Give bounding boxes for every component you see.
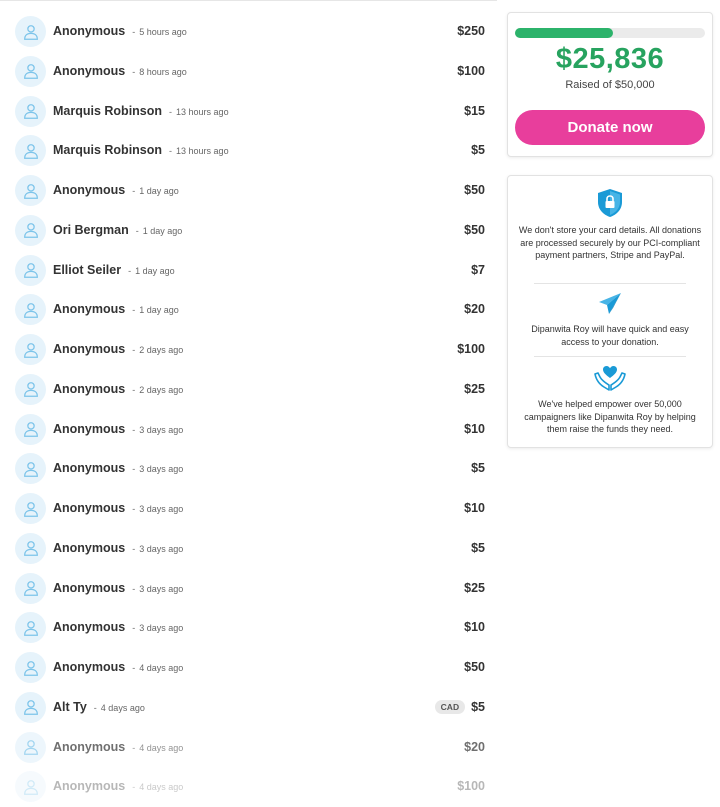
- user-icon: [22, 221, 40, 239]
- donation-row: [0, 489, 497, 529]
- donation-time-text: 1 day ago: [142, 225, 183, 236]
- donation-row: [0, 648, 497, 688]
- donor-name-text: Anonymous: [53, 660, 126, 674]
- avatar: [15, 135, 46, 166]
- donation-time-text: 3 days ago: [139, 623, 184, 634]
- avatar: [15, 16, 46, 47]
- donor-name: [53, 24, 187, 38]
- separator: -: [132, 345, 136, 355]
- donor-name-text: Anonymous: [53, 381, 126, 396]
- donation-amount: [471, 263, 485, 277]
- progress-fill: [515, 28, 613, 38]
- donation-time-text: 13 hours ago: [176, 106, 229, 117]
- user-icon: [22, 579, 40, 597]
- donation-time: [129, 544, 183, 554]
- donation-time-text: 4 days ago: [139, 742, 184, 753]
- avatar: [15, 573, 46, 604]
- donation-amount: [464, 302, 485, 316]
- amount-text: $10: [464, 421, 485, 436]
- donor-name-text: Alt Ty: [53, 699, 87, 714]
- amount-text: $5: [471, 699, 485, 714]
- donor-name: [53, 342, 183, 356]
- donation-amount: [464, 581, 485, 595]
- currency-badge: CAD: [435, 700, 465, 714]
- donor-name-text: Anonymous: [53, 501, 126, 515]
- separator: -: [93, 702, 97, 713]
- donation-time: [129, 743, 183, 753]
- avatar: [15, 732, 46, 763]
- donor-name-text: Marquis Robinson: [53, 103, 163, 118]
- separator: -: [132, 464, 136, 475]
- donor-name: [53, 740, 183, 754]
- avatar: [15, 374, 46, 405]
- donation-amount: [471, 541, 485, 555]
- donation-time: [166, 146, 229, 156]
- user-icon: [22, 460, 40, 478]
- donation-time-text: 3 days ago: [139, 583, 184, 594]
- donor-name-text: Anonymous: [53, 461, 126, 476]
- user-icon: [22, 23, 40, 41]
- donor-name: [53, 183, 179, 197]
- separator: -: [132, 742, 136, 753]
- separator: -: [132, 305, 136, 316]
- donation-amount: [464, 620, 485, 634]
- avatar: [15, 453, 46, 484]
- donation-amount: [464, 422, 485, 436]
- donation-time: [129, 385, 183, 395]
- donation-time: [129, 425, 183, 435]
- donation-time-text: 2 days ago: [139, 345, 184, 355]
- avatar: [15, 334, 46, 365]
- amount-text: $100: [457, 342, 485, 356]
- donation-row: [0, 211, 497, 251]
- donate-now-button[interactable]: Donate now: [515, 110, 705, 145]
- donation-row: [0, 251, 497, 291]
- amount-text: $25: [464, 381, 485, 396]
- amount-text: $5: [471, 461, 485, 476]
- user-icon: [22, 778, 40, 796]
- donor-name-text: Anonymous: [53, 739, 126, 754]
- donation-row: [0, 370, 497, 410]
- avatar: [15, 215, 46, 246]
- donor-name-text: Anonymous: [53, 342, 126, 356]
- donor-name-text: Elliot Seiler: [53, 262, 122, 277]
- donation-amount: [464, 104, 485, 118]
- donor-name: [53, 104, 229, 118]
- avatar: [15, 255, 46, 286]
- user-icon: [22, 539, 40, 557]
- avatar: [15, 175, 46, 206]
- avatar: [15, 612, 46, 643]
- user-icon: [22, 619, 40, 637]
- donation-amount: [457, 24, 485, 38]
- info-divider: [534, 283, 686, 284]
- donation-time-text: 4 days ago: [139, 663, 184, 673]
- user-icon: [22, 500, 40, 518]
- user-icon: [22, 62, 40, 80]
- avatar: [15, 414, 46, 445]
- donation-time-text: 4 days ago: [139, 782, 184, 793]
- user-icon: [22, 659, 40, 677]
- raised-amount: $25,836: [555, 43, 665, 75]
- separator: -: [132, 583, 136, 594]
- amount-text: $15: [464, 103, 485, 118]
- separator: -: [132, 663, 136, 673]
- donation-time: [129, 584, 183, 594]
- amount-text: $20: [464, 302, 485, 317]
- donation-row: [0, 688, 497, 728]
- donor-name-text: Anonymous: [53, 779, 126, 794]
- trust-info-card: [507, 175, 713, 448]
- donor-name-text: Anonymous: [53, 302, 126, 317]
- donor-name: [53, 501, 183, 515]
- separator: -: [169, 106, 173, 117]
- donation-row: [0, 728, 497, 768]
- donation-time-text: 3 days ago: [139, 464, 184, 475]
- amount-text: $50: [464, 660, 485, 674]
- avatar: [15, 96, 46, 127]
- donation-time: [129, 186, 179, 196]
- donation-time: [129, 782, 183, 792]
- amount-text: $20: [464, 739, 485, 754]
- amount-text: $50: [464, 222, 485, 237]
- separator: -: [132, 424, 136, 435]
- donation-time: [125, 266, 175, 276]
- donor-name: [53, 541, 183, 555]
- donation-row: [0, 290, 497, 330]
- separator: -: [132, 623, 136, 634]
- secure-info: [518, 188, 702, 262]
- donor-name-text: Anonymous: [53, 540, 126, 555]
- amount-text: $250: [457, 24, 485, 38]
- donation-time-text: 3 days ago: [139, 543, 184, 554]
- donor-name: [53, 660, 183, 674]
- amount-text: $50: [464, 183, 485, 197]
- amount-text: $10: [464, 620, 485, 635]
- user-icon: [22, 102, 40, 120]
- donation-row: [0, 171, 497, 211]
- raised-goal: Raised of $50,000: [565, 79, 655, 91]
- donation-time-text: 5 hours ago: [139, 27, 187, 37]
- separator: -: [132, 66, 136, 77]
- donation-amount: [457, 64, 485, 78]
- user-icon: [22, 341, 40, 359]
- user-icon: [22, 380, 40, 398]
- donation-time-text: 13 hours ago: [176, 146, 229, 157]
- separator: -: [169, 146, 173, 157]
- user-icon: [22, 261, 40, 279]
- donation-time: [129, 663, 183, 673]
- donor-name: [53, 143, 229, 157]
- empower-text: We've helped empower over 50,000 campaigners like Dipanwita Roy by helping them raise the funds they need.: [524, 399, 696, 434]
- user-icon: [22, 142, 40, 160]
- donation-time-text: 3 days ago: [139, 424, 184, 435]
- avatar: [15, 294, 46, 325]
- donor-name-text: Anonymous: [53, 183, 126, 197]
- empower-info: [518, 364, 702, 436]
- donation-row: [0, 330, 497, 370]
- donation-time: [129, 67, 187, 77]
- shield-lock-icon: [596, 188, 624, 218]
- donor-name: [53, 223, 182, 237]
- donor-name-text: Anonymous: [53, 24, 126, 38]
- donation-time: [129, 345, 183, 355]
- donation-time: [166, 107, 229, 117]
- user-icon: [22, 182, 40, 200]
- donate-card: [507, 12, 713, 157]
- donation-time: [91, 703, 145, 713]
- user-icon: [22, 698, 40, 716]
- donation-time: [129, 27, 187, 37]
- access-text: Dipanwita Roy will have quick and easy access to your donation.: [531, 324, 689, 347]
- separator: -: [132, 384, 136, 395]
- donation-time-text: 2 days ago: [139, 384, 184, 395]
- donation-time-text: 3 days ago: [139, 504, 184, 514]
- amount-text: $25: [464, 580, 485, 595]
- donation-row: [0, 569, 497, 609]
- donor-name: [53, 620, 183, 634]
- donation-time: [129, 623, 183, 633]
- donor-name: [53, 263, 175, 277]
- donation-row: [0, 52, 497, 92]
- top-divider: [0, 0, 497, 1]
- donor-name-text: Marquis Robinson: [53, 143, 163, 158]
- secure-text: We don't store your card details. All donations are processed securely by our PCI-compliant payment partners, Stripe and PayPal.: [518, 225, 702, 260]
- separator: -: [132, 27, 136, 37]
- donor-name: [53, 64, 187, 78]
- avatar: [15, 533, 46, 564]
- separator: -: [132, 543, 136, 554]
- donation-list: [0, 12, 497, 807]
- donation-time: [129, 504, 183, 514]
- avatar: [15, 692, 46, 723]
- amount-text: $100: [457, 63, 485, 78]
- donor-name-text: Anonymous: [53, 580, 126, 595]
- avatar: [15, 652, 46, 683]
- amount-text: $100: [457, 779, 485, 794]
- separator: -: [128, 265, 132, 276]
- donor-name: [53, 461, 183, 475]
- donor-name: [53, 302, 179, 316]
- donation-amount: [464, 183, 485, 197]
- donation-row: [0, 608, 497, 648]
- amount-text: $5: [471, 540, 485, 555]
- user-icon: [22, 420, 40, 438]
- donation-amount: [471, 461, 485, 475]
- donation-amount: [464, 501, 485, 515]
- amount-text: $10: [464, 501, 485, 515]
- access-info: [518, 291, 702, 348]
- donation-row: [0, 410, 497, 450]
- paper-plane-icon: [597, 291, 623, 317]
- donation-row: [0, 92, 497, 132]
- separator: -: [132, 504, 136, 514]
- donor-name-text: Anonymous: [53, 620, 126, 635]
- avatar: [15, 493, 46, 524]
- donation-time: [129, 305, 179, 315]
- donor-name-text: Anonymous: [53, 421, 126, 436]
- progress-bar: [515, 28, 705, 38]
- user-icon: [22, 301, 40, 319]
- donation-amount: [464, 382, 485, 396]
- amount-text: $7: [471, 262, 485, 277]
- donation-amount: [471, 143, 485, 157]
- separator: -: [132, 186, 136, 196]
- donation-time-text: 1 day ago: [139, 186, 179, 196]
- donation-amount: [464, 740, 485, 754]
- donor-name: [53, 382, 183, 396]
- separator: -: [132, 782, 136, 793]
- donation-row: [0, 529, 497, 569]
- donor-name: [53, 779, 183, 793]
- donor-name: [53, 581, 183, 595]
- donation-time: [133, 226, 183, 236]
- donation-row: [0, 767, 497, 807]
- donation-time-text: 8 hours ago: [139, 66, 187, 77]
- donation-row: [0, 12, 497, 52]
- donation-amount: [464, 660, 485, 674]
- donor-name: [53, 422, 183, 436]
- user-icon: [22, 738, 40, 756]
- info-divider: [534, 356, 686, 357]
- donation-amount: [457, 342, 485, 356]
- donation-amount: [435, 700, 485, 714]
- donor-name-text: Ori Bergman: [53, 222, 129, 237]
- avatar: [15, 56, 46, 87]
- amount-text: $5: [471, 143, 485, 158]
- donation-time-text: 4 days ago: [100, 702, 145, 713]
- donation-time-text: 1 day ago: [139, 305, 179, 316]
- donation-amount: [457, 779, 485, 793]
- separator: -: [135, 225, 139, 236]
- donor-name-text: Anonymous: [53, 63, 126, 78]
- avatar: [15, 771, 46, 802]
- donation-row: [0, 131, 497, 171]
- donation-time-text: 1 day ago: [135, 265, 175, 276]
- donation-time: [129, 464, 183, 474]
- donation-amount: [464, 223, 485, 237]
- donor-name: [53, 700, 145, 714]
- hands-heart-icon: [593, 364, 627, 392]
- donation-row: [0, 449, 497, 489]
